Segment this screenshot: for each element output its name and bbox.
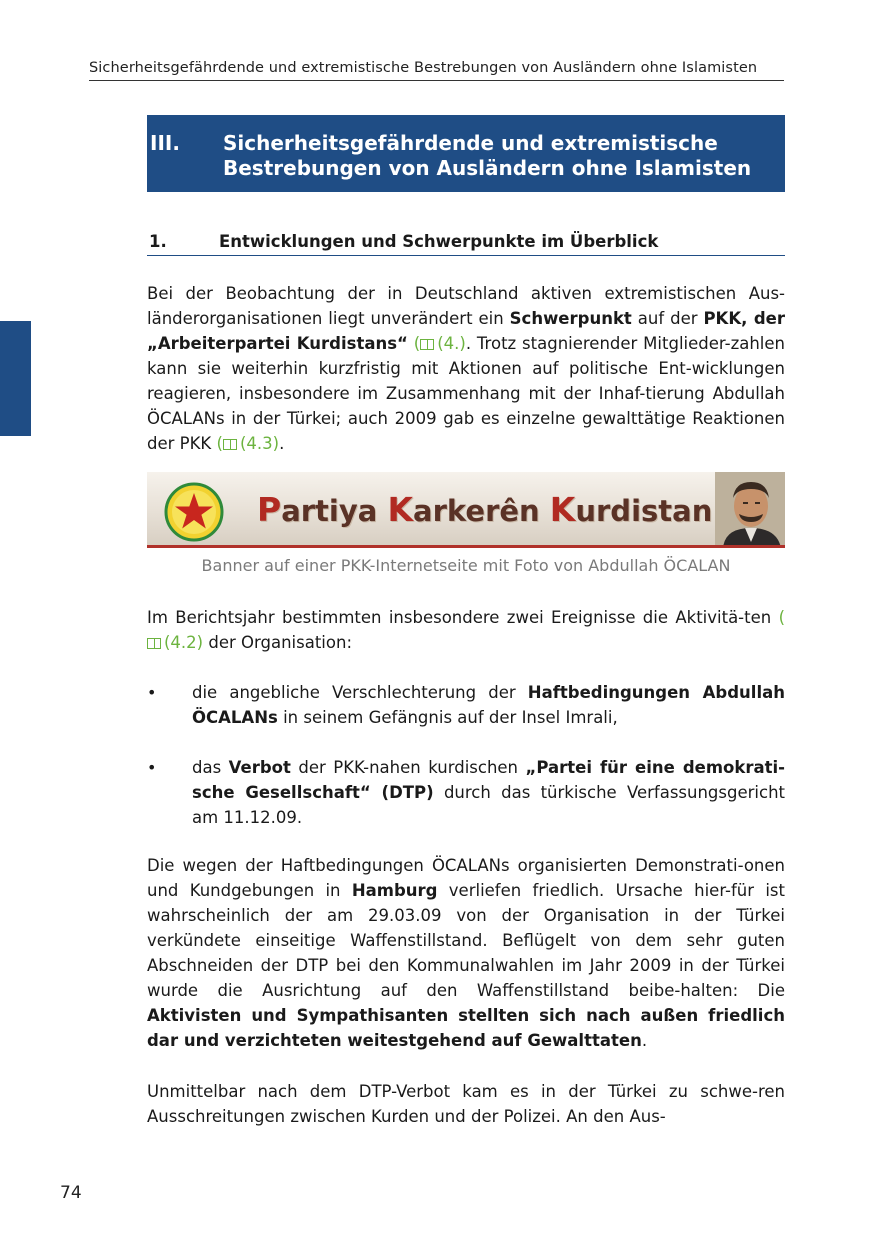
cross-reference-link[interactable]: ( (4.) <box>413 334 466 353</box>
list-item-text <box>192 680 785 730</box>
text-run: Bei der Beobachtung der in Deutschland aktiven extremistischen Aus-länderorganisationen liegt unverändert ein <box>147 284 785 328</box>
text-run: der PKK-nahen kurdischen <box>290 758 526 777</box>
image-caption: Banner auf einer PKK-Internetseite mit Foto von Abdullah ÖCALAN <box>201 556 731 575</box>
bold-run: Verbot <box>228 758 291 777</box>
book-icon <box>147 638 161 649</box>
chapter-title <box>223 131 778 181</box>
text-run: die angebliche Verschlechterung der <box>192 683 528 702</box>
paragraph-dtp-ban: Unmittelbar nach dem DTP-Verbot kam es in der Türkei zu schwe-ren Ausschreitungen zwischen Kurden und der Polizei. An den Aus- <box>147 1082 785 1126</box>
reference-label: (4.2) <box>164 633 204 652</box>
text-run: Im Berichtsjahr bestimmten insbesondere zwei Ereignisse die Aktivitä-ten <box>147 608 779 627</box>
book-icon <box>223 439 237 450</box>
chapter-number: III. <box>150 131 180 155</box>
text-run: . <box>279 434 285 453</box>
text-run: . Trotz stagnierender Mitglieder-zahlen kann sie weiterhin kurzfristig mit Aktionen auf politische Ent-wicklungen reagieren, insbesondere im Zusammenhang mit der Inhaf-tierung Abdullah ÖCALANs in der Türkei; auch 2009 gab es einzelne gewalttätige Reaktionen der PKK <box>147 334 785 453</box>
banner-title-letter: K <box>387 490 414 529</box>
section-heading <box>147 232 785 256</box>
chapter-title-line2: Bestrebungen von Ausländern ohne Islamisten <box>223 156 752 180</box>
list-item-text <box>192 755 785 830</box>
reference-label: (4.3) <box>239 434 280 453</box>
text-run: das <box>192 758 229 777</box>
running-header: Sicherheitsgefährdende und extremistische Bestrebungen von Ausländern ohne Islamisten <box>89 60 784 81</box>
section-title: Entwicklungen und Schwerpunkte im Überblick <box>219 232 659 251</box>
bold-run: PKK, der „Arbeiterpartei Kurdistans“ <box>147 309 785 353</box>
text-run: auf der <box>631 309 704 328</box>
cross-reference-link[interactable]: ( (4.3) <box>216 434 280 453</box>
cross-reference-link[interactable]: ((4.2) <box>147 608 785 652</box>
banner-title <box>257 490 712 529</box>
book-icon <box>420 339 434 350</box>
bold-run: Hamburg <box>351 881 438 900</box>
section-number: 1. <box>149 232 167 251</box>
text-run <box>408 334 414 353</box>
reference-label: (4.) <box>437 334 466 353</box>
paragraph-demonstrations <box>147 853 785 1053</box>
text-run: . <box>641 1031 648 1050</box>
page-number: 74 <box>60 1183 82 1203</box>
bold-run: Aktivisten und Sympathisanten stellten sich nach außen friedlich dar und verzichteten weitestgehend auf Gewalttaten <box>147 1006 785 1050</box>
banner-title-letter: P <box>257 490 282 529</box>
bold-run: „Partei für eine demokrati-sche Gesellschaft“ (DTP) <box>192 758 785 802</box>
pkk-emblem-icon <box>161 477 227 543</box>
text-run: in seinem Gefängnis auf der Insel Imrali, <box>277 708 618 727</box>
bullet-marker: • <box>147 683 157 702</box>
chapter-title-line1: Sicherheitsgefährdende und extremistische <box>223 131 718 155</box>
paragraph-events <box>147 605 785 655</box>
text-run: durch das türkische Verfassungsgericht am 11.12.09. <box>192 783 785 827</box>
banner-title-part: arkerên <box>413 494 550 528</box>
banner-title-letter: K <box>549 490 576 529</box>
portrait-photo <box>715 472 785 548</box>
text-run: verliefen friedlich. Ursache hier-für ist wahrscheinlich der am 29.03.09 von der Organisation in der Türkei verkündete einseitige Waffenstillstand. Beflügelt von dem sehr guten Abschneiden der DTP bei den Kommunalwahlen im Jahr 2009 in der Türkei wurde die Ausrichtung auf den Waffenstillstand beibe-halten: Die <box>147 881 785 1000</box>
chapter-side-tab <box>0 321 31 436</box>
banner-title-part: urdistan <box>575 494 713 528</box>
banner-title-part: artiya <box>281 494 388 528</box>
pkk-banner-image <box>147 472 785 548</box>
text-run: Die wegen der Haftbedingungen ÖCALANs organisierten Demonstrati-onen und Kundgebungen in <box>147 856 785 900</box>
text-run: der Organisation: <box>203 633 353 652</box>
bold-run: Schwerpunkt <box>509 309 632 328</box>
bold-run: Haftbedingungen Abdullah ÖCALANs <box>192 683 785 727</box>
chapter-heading <box>147 115 785 192</box>
bullet-marker: • <box>147 758 157 777</box>
paragraph-pkk-overview <box>147 281 785 456</box>
